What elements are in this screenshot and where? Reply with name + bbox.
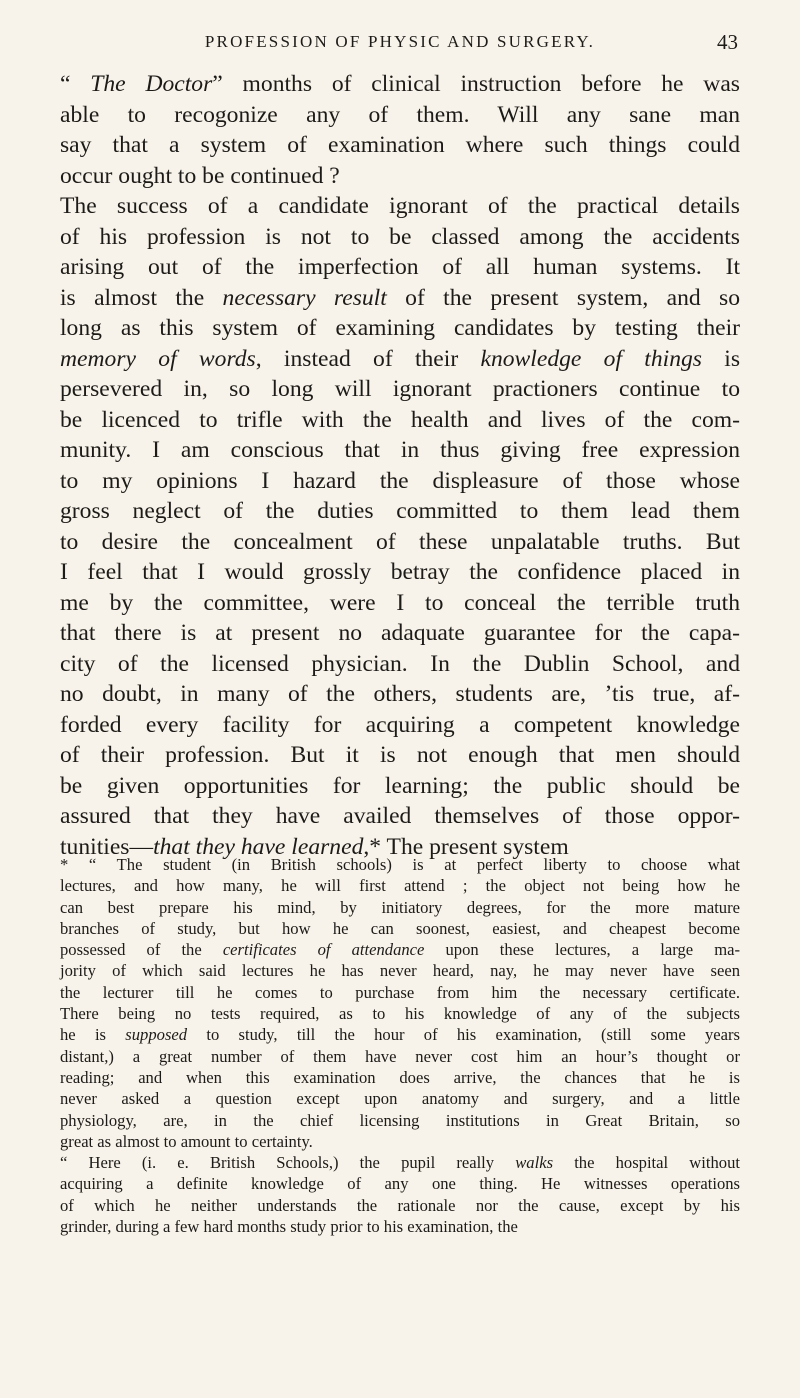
text-run: ” months of clinical instruction before he was — [212, 71, 740, 97]
italic-run: memory of words — [60, 345, 256, 372]
body-line — [60, 771, 740, 802]
body-line — [60, 252, 740, 283]
body-line — [60, 405, 740, 436]
text-run: * “ The student (in British schools) is at perfect liberty to choose what — [60, 855, 740, 874]
body-line — [60, 527, 740, 558]
text-run: branches of study, but how he can soonest, easiest, and cheapest become — [60, 918, 740, 938]
footnote-line — [60, 875, 740, 896]
text-run: he is — [60, 1025, 126, 1045]
text-run: of which he neither understands the rationale nor the cause, except by his — [60, 1195, 740, 1215]
body-line — [60, 649, 740, 680]
italic-run: certificates of attendance — [222, 940, 425, 960]
body-line — [60, 374, 740, 405]
body-line — [60, 557, 740, 588]
main-text — [60, 69, 740, 862]
text-run: is — [701, 345, 741, 372]
page-number: 43 — [717, 30, 738, 54]
text-run: the lecturer till he comes to purchase from him the necessary certificate. — [60, 982, 740, 1002]
footnote — [60, 854, 740, 1237]
footnote-line — [60, 1195, 740, 1216]
body-line — [60, 466, 740, 497]
italic-run: that they have learned — [153, 833, 364, 860]
text-run: munity. I am conscious that in thus giving free expression — [60, 437, 740, 463]
text-run: great as almost to amount to certainty. — [60, 1131, 313, 1151]
running-head — [62, 30, 738, 54]
text-run: be licenced to trifle with the health and lives of the com- — [60, 406, 740, 433]
text-run: to study, till the hour of his examination, (still some years — [187, 1025, 740, 1045]
text-run: “ — [60, 71, 91, 97]
text-run: jority of which said lectures he has never heard, nay, he may never have seen — [60, 961, 740, 981]
text-run: be given opportunities for learning; the public should be — [60, 772, 740, 799]
text-run: possessed of the — [60, 940, 223, 960]
text-run: gross neglect of the duties committed to them lead them — [60, 498, 740, 524]
italic-run: knowledge of things — [480, 345, 702, 372]
footnote-line — [60, 1152, 740, 1173]
text-run: ,* The present system — [363, 833, 569, 860]
footnote-line — [60, 1110, 740, 1131]
footnote-line — [60, 897, 740, 918]
footnote-line — [60, 1088, 740, 1109]
text-run: assured that they have availed themselves of those oppor- — [60, 803, 740, 829]
text-run: me by the committee, were I to conceal the terrible truth — [60, 589, 740, 616]
text-run: reading; and when this examination does arrive, the chances that he is — [60, 1067, 740, 1087]
body-line — [60, 313, 740, 344]
footnote-line — [60, 1046, 740, 1067]
italic-run: The Doctor — [90, 71, 213, 97]
running-head-title: PROFESSION OF PHYSIC AND SURGERY. — [204, 32, 596, 51]
text-run: lectures, and how many, he will first attend ; the object not being how he — [60, 876, 740, 896]
text-run: city of the licensed physician. In the Dublin School, and — [60, 650, 740, 677]
text-run: say that a system of examination where such things could — [60, 132, 740, 158]
italic-run: supposed — [125, 1025, 188, 1045]
text-run: can best prepare his mind, by initiatory degrees, for the more mature — [60, 897, 740, 917]
italic-run: necessary result — [222, 284, 387, 311]
text-run: tunities— — [60, 833, 154, 860]
text-run: of their profession. But it is not enough that men should — [60, 742, 740, 768]
body-line — [60, 161, 740, 192]
footnote-line — [60, 854, 740, 875]
body-line — [60, 222, 740, 253]
body-line — [60, 588, 740, 619]
footnote-line — [60, 939, 740, 960]
text-run: arising out of the imperfection of all human systems. It — [60, 254, 740, 280]
text-run: is almost the — [60, 284, 223, 311]
body-line — [60, 130, 740, 161]
text-run: no doubt, in many of the others, students are, ’tis true, af- — [60, 681, 740, 707]
body-line — [60, 191, 740, 222]
text-run: physiology, are, in the chief licensing institutions in Great Britain, so — [60, 1110, 740, 1130]
text-run: acquiring a definite knowledge of any one thing. He witnesses operations — [60, 1174, 740, 1194]
body-line — [60, 69, 740, 100]
italic-run: walks — [515, 1153, 554, 1173]
footnote-line — [60, 960, 740, 981]
text-run: There being no tests required, as to his knowledge of any of the subjects — [60, 1004, 740, 1024]
text-run: of the present system, and so — [386, 284, 741, 311]
text-run: persevered in, so long will ignorant practioners continue to — [60, 376, 740, 402]
body-line — [60, 801, 740, 832]
text-run: that there is at present no adaquate guarantee for the capa- — [60, 620, 740, 646]
text-run: I feel that I would grossly betray the confidence placed in — [60, 559, 740, 585]
body-line — [60, 496, 740, 527]
text-run: able to recogonize any of them. Will any sane man — [60, 101, 740, 128]
text-run: never asked a question except upon anatomy and surgery, and a little — [60, 1089, 740, 1109]
body-line — [60, 435, 740, 466]
footnote-line — [60, 918, 740, 939]
body-line — [60, 618, 740, 649]
footnote-line — [60, 1003, 740, 1024]
text-run: The success of a candidate ignorant of the practical details — [60, 193, 740, 219]
footnote-line — [60, 1067, 740, 1088]
text-run: forded every facility for acquiring a competent knowledge — [60, 711, 740, 738]
footnote-line — [60, 1024, 740, 1045]
footnote-line — [60, 1216, 740, 1237]
text-run: the hospital without — [553, 1153, 740, 1173]
body-line — [60, 710, 740, 741]
footnote-line — [60, 1131, 740, 1152]
text-run: occur ought to be continued ? — [60, 162, 340, 189]
body-line — [60, 740, 740, 771]
text-run: to my opinions I hazard the displeasure of those whose — [60, 467, 740, 494]
text-run: , instead of their — [255, 345, 481, 372]
body-line — [60, 283, 740, 314]
footnote-line — [60, 1173, 740, 1194]
text-run: long as this system of examining candidates by testing their — [60, 315, 740, 341]
text-run: upon these lectures, a large ma- — [424, 940, 740, 960]
body-line — [60, 344, 740, 375]
text-run: “ Here (i. e. British Schools,) the pupil really — [60, 1153, 516, 1173]
body-line — [60, 100, 740, 131]
text-run: distant,) a great number of them have never cost him an hour’s thought or — [60, 1046, 740, 1066]
text-run: to desire the concealment of these unpalatable truths. But — [60, 528, 740, 555]
body-line — [60, 679, 740, 710]
footnote-line — [60, 982, 740, 1003]
text-run: grinder, during a few hard months study prior to his examination, the — [60, 1217, 518, 1237]
text-run: of his profession is not to be classed among the accidents — [60, 223, 740, 250]
